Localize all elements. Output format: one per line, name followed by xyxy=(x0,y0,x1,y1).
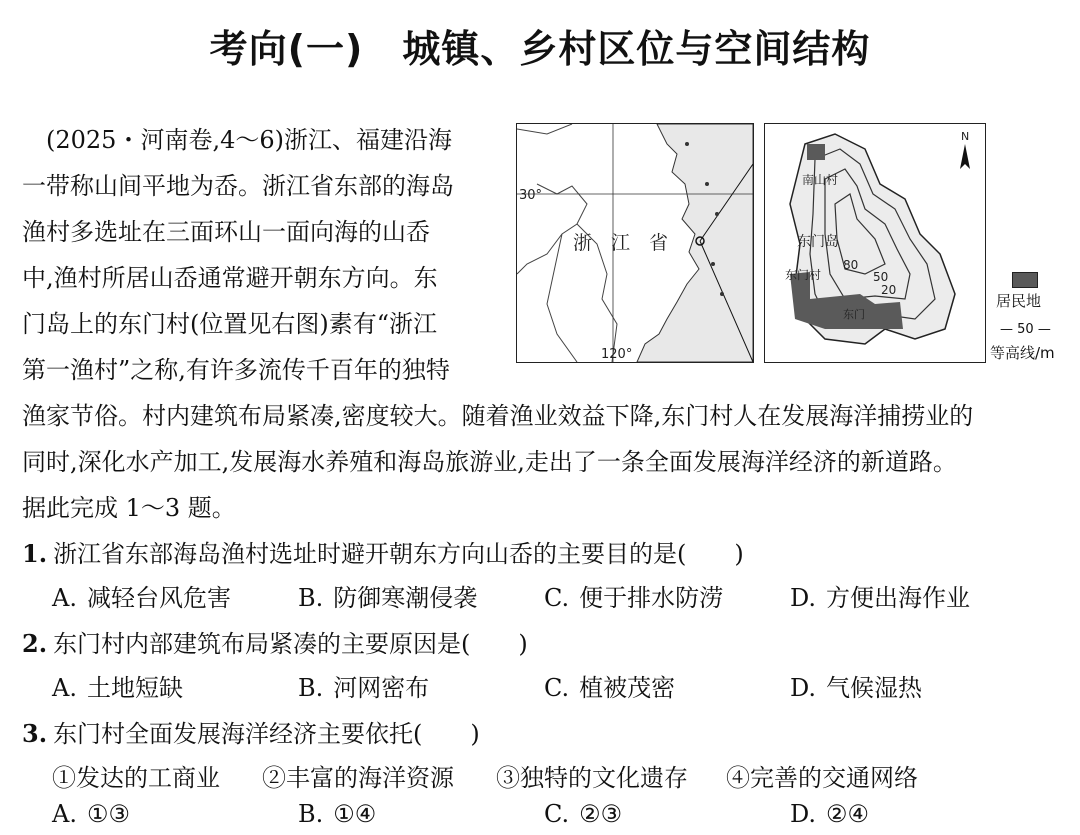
question-number: 2. xyxy=(22,629,48,658)
passage-line: 同时,深化水产加工,发展海水养殖和海岛旅游业,走出了一条全面发展海洋经济的新道路。 xyxy=(22,448,957,476)
question-stem: 浙江省东部海岛渔村选址时避开朝东方向山岙的主要目的是( ) xyxy=(53,540,744,568)
contour-label: 50 xyxy=(873,270,889,284)
question-number: 1. xyxy=(22,539,48,568)
province-label: 浙 江 省 xyxy=(573,232,669,254)
passage-line: (2025・河南卷,4～6)浙江、福建沿海 xyxy=(22,126,452,154)
passage-line: 渔村多选址在三面环山一面向海的山岙 xyxy=(22,218,430,246)
svg-text:N: N xyxy=(961,130,970,143)
zhejiang-location-map xyxy=(516,123,754,363)
island-map-graphic xyxy=(765,124,985,362)
statement-2: ②丰富的海洋资源 xyxy=(262,764,454,792)
statement-1: ①发达的工商业 xyxy=(52,764,220,792)
option-1c[interactable]: C. 便于排水防涝 xyxy=(544,584,724,612)
question-2 xyxy=(22,624,528,659)
passage-line: 渔家节俗。村内建筑布局紧凑,密度较大。随着渔业效益下降,东门村人在发展海洋捕捞业的 xyxy=(22,402,974,430)
passage-line: 一带称山间平地为岙。浙江省东部的海岛 xyxy=(22,172,454,200)
question-number: 3. xyxy=(22,719,48,748)
section-title: 考向(一) 城镇、乡村区位与空间结构 xyxy=(209,27,871,71)
question-3 xyxy=(22,714,480,749)
option-1a[interactable]: A. 减轻台风危害 xyxy=(52,584,231,612)
option-2a[interactable]: A. 土地短缺 xyxy=(52,674,183,702)
option-3c[interactable]: C. ②③ xyxy=(544,800,623,828)
option-3a[interactable]: A. ①③ xyxy=(52,800,130,828)
dongmen-island-map xyxy=(764,123,986,363)
residential-area xyxy=(807,144,825,160)
zhejiang-map-graphic xyxy=(517,124,753,362)
option-2b[interactable]: B. 河网密布 xyxy=(298,674,430,702)
passage-line: 第一渔村”之称,有许多流传千百年的独特 xyxy=(22,356,450,384)
passage-line: 中,渔村所居山岙通常避开朝东方向。东 xyxy=(22,264,438,292)
village-label: 南山村 xyxy=(802,173,839,187)
statement-4: ④完善的交通网络 xyxy=(726,764,918,792)
residential-legend-label: 居民地 xyxy=(996,292,1042,310)
passage-line: 据此完成 1～3 题。 xyxy=(22,494,236,522)
option-2d[interactable]: D. 气候湿热 xyxy=(790,674,923,702)
contour-label: 20 xyxy=(881,283,897,297)
contour-legend-sample: — 50 — xyxy=(1000,322,1051,337)
option-1b[interactable]: B. 防御寒潮侵袭 xyxy=(298,584,478,612)
option-1d[interactable]: D. 方便出海作业 xyxy=(790,584,971,612)
residential-legend-swatch xyxy=(1012,272,1038,288)
latitude-label: 30° xyxy=(519,188,543,203)
statement-3: ③独特的文化遗存 xyxy=(496,764,688,792)
option-3b[interactable]: B. ①④ xyxy=(298,800,377,828)
village-label: 东门 xyxy=(843,308,865,321)
question-1 xyxy=(22,534,744,569)
longitude-label: 120° xyxy=(601,347,633,362)
question-stem: 东门村全面发展海洋经济主要依托( ) xyxy=(53,720,480,748)
passage-line: 门岛上的东门村(位置见右图)素有“浙江 xyxy=(22,310,437,338)
island-label: 东门岛 xyxy=(797,234,839,250)
contour-legend-label: 等高线/m xyxy=(990,344,1055,362)
village-label: 东门村 xyxy=(785,268,822,282)
option-2c[interactable]: C. 植被茂密 xyxy=(544,674,676,702)
contour-label: 80 xyxy=(843,258,859,272)
option-3d[interactable]: D. ②④ xyxy=(790,800,870,828)
question-stem: 东门村内部建筑布局紧凑的主要原因是( ) xyxy=(53,630,528,658)
